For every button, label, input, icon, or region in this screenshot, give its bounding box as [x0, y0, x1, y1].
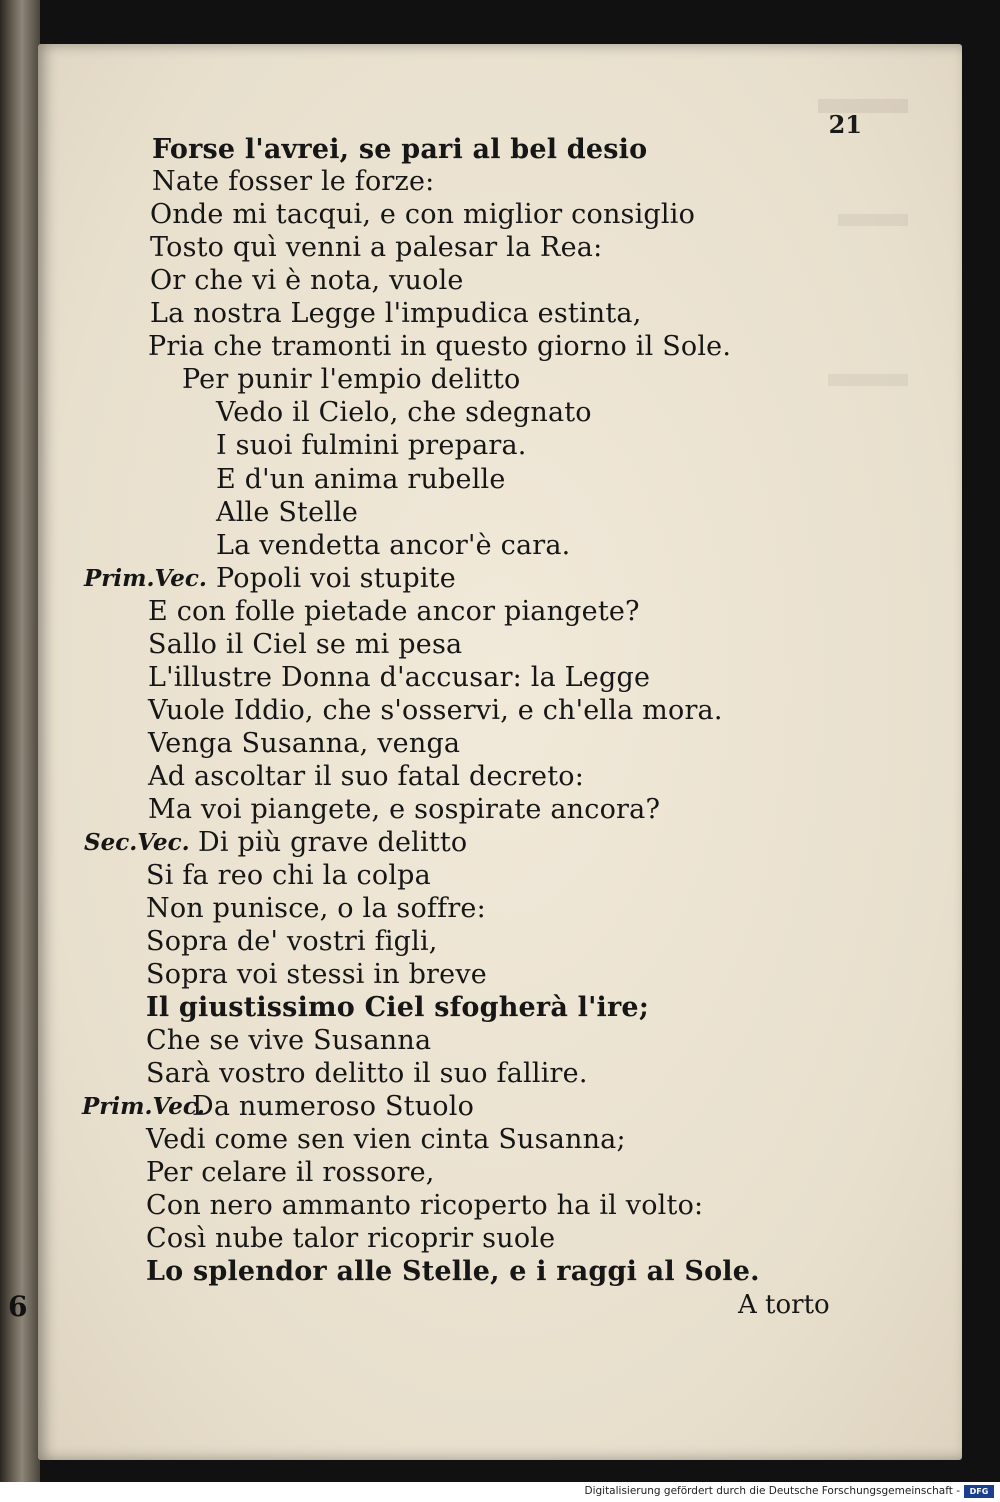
verse-line: Lo splendor alle Stelle, e i raggi al Sole. — [146, 1256, 760, 1287]
verse-line: Sarà vostro delitto il suo fallire. — [146, 1058, 588, 1089]
verse-line: Vedi come sen vien cinta Susanna; — [146, 1124, 626, 1155]
verse-line: Non punisce, o la soffre: — [146, 893, 486, 924]
verse-line: L'illustre Donna d'accusar: la Legge — [148, 662, 651, 693]
verse-line: E d'un anima rubelle — [216, 464, 506, 495]
catchword: A torto — [738, 1290, 830, 1320]
verse-line: Che se vive Susanna — [146, 1025, 432, 1056]
footer-credit: Digitalisierung gefördert durch die Deutsche Forschungsgemeinschaft - — [584, 1485, 960, 1497]
verse-line: Di più grave delitto — [198, 827, 468, 858]
verse-line: La nostra Legge l'impudica estinta, — [150, 298, 642, 329]
show-through-mark — [828, 374, 908, 386]
verse-line: Sopra de' vostri figli, — [146, 926, 438, 957]
verse-line: Così nube talor ricoprir suole — [146, 1223, 556, 1254]
show-through-mark — [838, 214, 908, 226]
verse-line: Pria che tramonti in questo giorno il Sole. — [148, 331, 732, 362]
verse-line: Vedo il Cielo, che sdegnato — [216, 397, 592, 428]
margin-mark: 6 — [8, 1290, 28, 1323]
speaker-label: Prim.Vec. — [82, 1093, 205, 1120]
verse-line: Alle Stelle — [216, 497, 359, 528]
verse-line: Nate fosser le forze: — [152, 166, 435, 197]
verse-line: Popoli voi stupite — [216, 563, 456, 594]
verse-line: Il giustissimo Ciel sfogherà l'ire; — [146, 992, 649, 1023]
verse-line: I suoi fulmini prepara. — [216, 430, 527, 461]
verse-line: Sallo il Ciel se mi pesa — [148, 629, 463, 660]
verse-line: Per celare il rossore, — [146, 1157, 435, 1188]
verse-line: Ma voi piangete, e sospirate ancora? — [148, 794, 661, 825]
verse-line: Vuole Iddio, che s'osservi, e ch'ella mora. — [148, 695, 723, 726]
verse-line: Si fa reo chi la colpa — [146, 860, 431, 891]
verse-line: Ad ascoltar il suo fatal decreto: — [148, 761, 585, 792]
dfg-logo: DFG — [964, 1485, 994, 1498]
verse-line: Per punir l'empio delitto — [182, 364, 521, 395]
verse-line: Or che vi è nota, vuole — [150, 265, 464, 296]
verse-line: Con nero ammanto ricoperto ha il volto: — [146, 1190, 704, 1221]
verse-line: La vendetta ancor'è cara. — [216, 530, 571, 561]
verse-line: Sopra voi stessi in breve — [146, 959, 487, 990]
verse-line: Tosto quì venni a palesar la Rea: — [150, 232, 603, 263]
verse-line: Forse l'avrei, se pari al bel desio — [152, 134, 648, 165]
book-spine — [0, 0, 40, 1482]
footer-bar — [0, 1482, 1000, 1502]
verse-line: Onde mi tacqui, e con miglior consiglio — [150, 199, 696, 230]
speaker-label: Sec.Vec. — [84, 829, 190, 856]
speaker-label: Prim.Vec. — [84, 565, 207, 592]
verse-line: Da numeroso Stuolo — [192, 1091, 475, 1122]
page-number: 21 — [828, 110, 862, 139]
verse-line: E con folle pietade ancor piangete? — [148, 596, 640, 627]
verse-line: Venga Susanna, venga — [148, 728, 461, 759]
